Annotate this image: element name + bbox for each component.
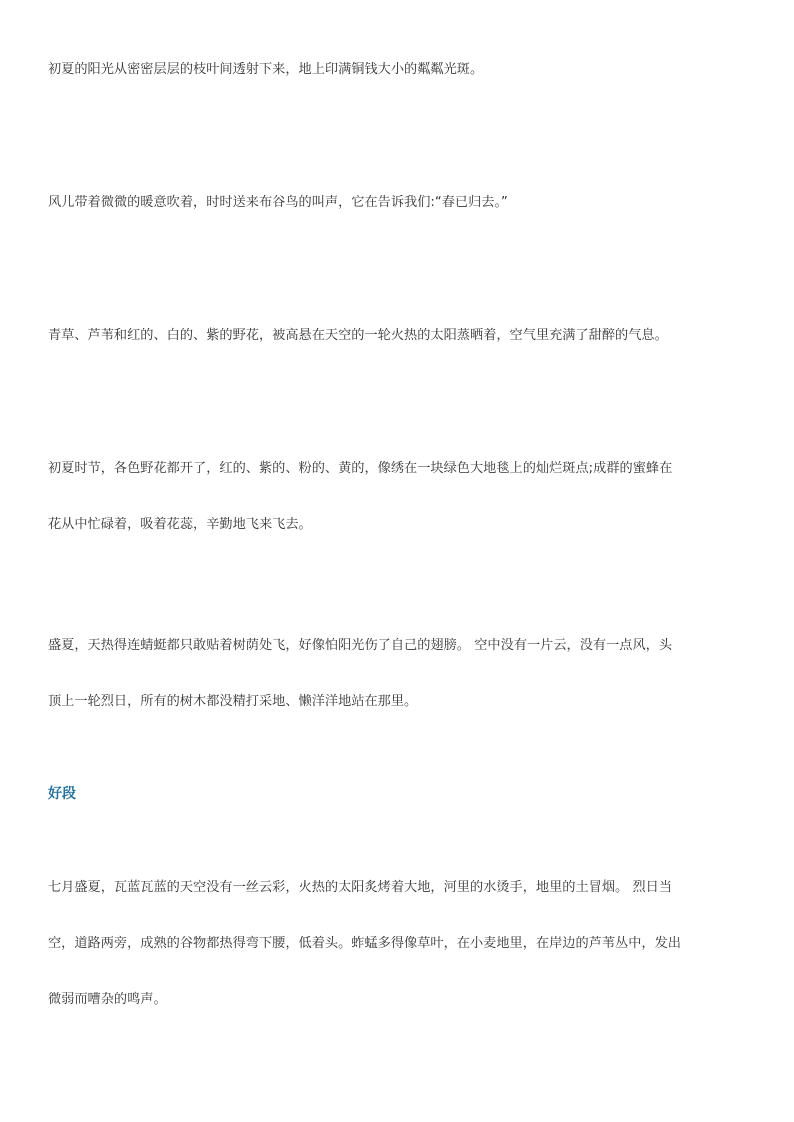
section-heading: 好段 xyxy=(48,786,76,802)
paragraph-line: 风儿带着微微的暖意吹着，时时送来布谷鸟的叫声，它在告诉我们:“春已归去。” xyxy=(48,195,508,210)
paragraph-5 xyxy=(48,618,748,730)
paragraph-line: 七月盛夏，瓦蓝瓦蓝的天空没有一丝云彩，火热的太阳炙烤着大地，河里的水烫手，地里的土冒烟。 烈日当 xyxy=(48,880,673,895)
paragraph-line: 初夏时节，各色野花都开了，红的、紫的、粉的、黄的，像绣在一块绿色大地毯上的灿烂斑点;成群的蜜蜂在 xyxy=(48,461,673,476)
section-paragraph-1 xyxy=(48,860,748,1028)
paragraph-line: 盛夏，天热得连蜻蜓都只敢贴着树荫处飞，好像怕阳光伤了自己的翅膀。 空中没有一片云，没有一点风，头 xyxy=(48,638,673,653)
paragraph-3 xyxy=(48,308,748,364)
paragraph-4 xyxy=(48,441,748,553)
paragraph-line: 顶上一轮烈日，所有的树木都没精打采地、懒洋洋地站在那里。 xyxy=(48,694,418,709)
paragraph-line: 初夏的阳光从密密层层的枝叶间透射下来，地上印满铜钱大小的粼粼光斑。 xyxy=(48,62,484,77)
paragraph-line: 花从中忙碌着，吸着花蕊，辛勤地飞来飞去。 xyxy=(48,517,312,532)
paragraph-2 xyxy=(48,175,748,231)
paragraph-line: 微弱而嘈杂的鸣声。 xyxy=(48,992,167,1007)
paragraph-line: 空，道路两旁，成熟的谷物都热得弯下腰，低着头。蚱蜢多得像草叶，在小麦地里，在岸边的芦苇丛中，发出 xyxy=(48,936,681,951)
paragraph-1 xyxy=(48,42,748,98)
paragraph-line: 青草、芦苇和红的、白的、紫的野花，被高悬在天空的一轮火热的太阳蒸晒着，空气里充满了甜醉的气息。 xyxy=(48,328,668,343)
